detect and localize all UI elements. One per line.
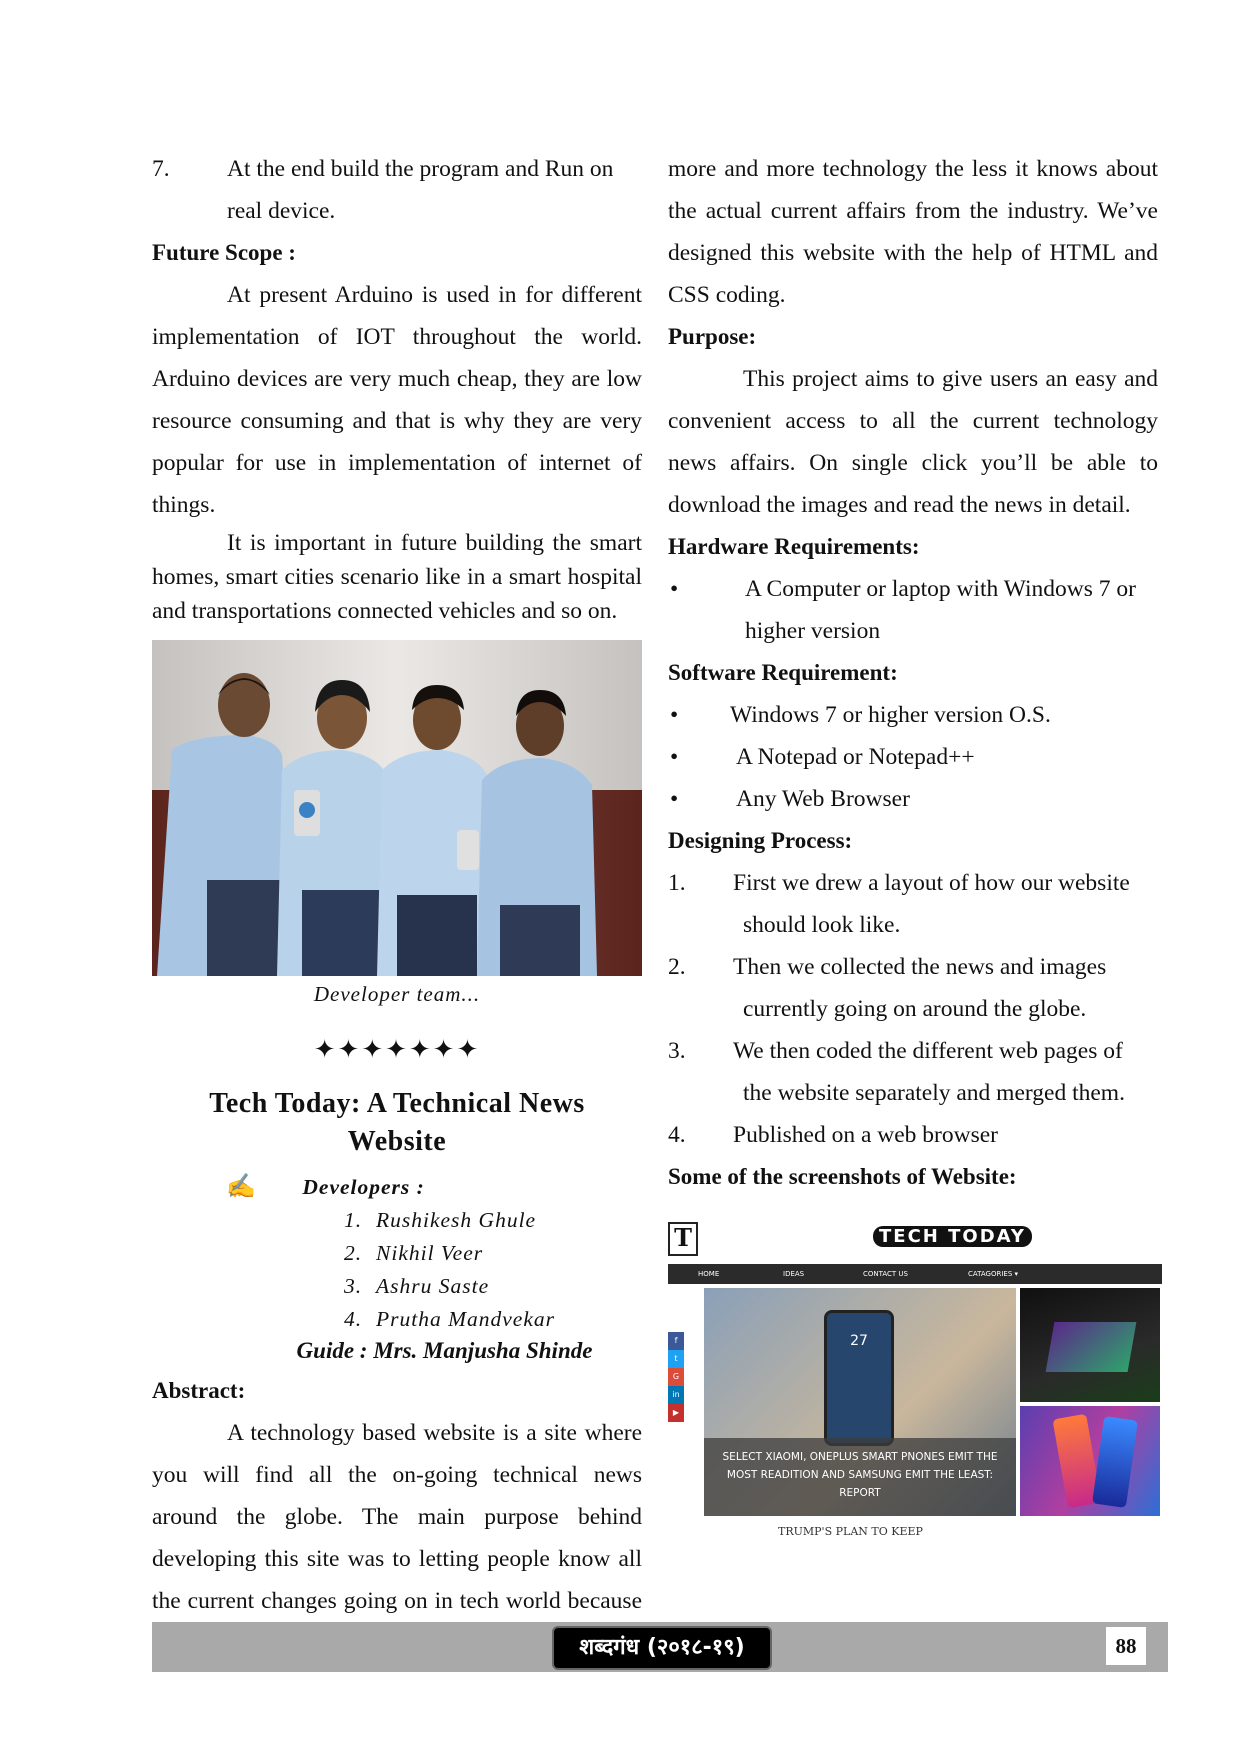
hardware-item-text: A Computer or laptop with Windows 7 or higher version	[745, 576, 1136, 644]
step-number: 3.	[668, 1038, 686, 1064]
software-item-text: Any Web Browser	[736, 786, 910, 812]
phone-image	[824, 1310, 894, 1446]
facebook-icon: f	[668, 1332, 684, 1350]
bottom-headline: TRUMP'S PLAN TO KEEP	[778, 1525, 923, 1538]
google-icon: G	[668, 1368, 684, 1386]
headline-overlay	[704, 1438, 1016, 1516]
designing-heading: Designing Process:	[668, 828, 853, 853]
article-title-line-1: Tech Today: A Technical News	[209, 1088, 585, 1119]
step-line-1: Then we collected the news and images	[733, 954, 1107, 980]
future-scope-paragraph-1: At present Arduino is used in for different implementation of IOT throughout the world. Arduino devices are very much cheap, they are low resource consuming and that is why they are very popular for use in implementation of internet of things.	[152, 282, 642, 518]
software-heading: Software Requirement:	[668, 660, 898, 685]
software-item	[668, 736, 1158, 778]
abstract-paragraph: A technology based website is a site where you will find all the on-going technical news around the globe. The main purpose behind developing this site was to letting people know all the current changes going on in tech world because	[152, 1420, 642, 1614]
linkedin-icon: in	[668, 1386, 684, 1404]
nav-item: CONTACT US	[863, 1270, 908, 1278]
developer-number: 4.	[344, 1307, 363, 1331]
developer-name: Nikhil Veer	[376, 1241, 484, 1265]
step-number: 7.	[152, 156, 170, 182]
abstract-heading: Abstract:	[152, 1378, 246, 1403]
step-line-1: We then coded the different web pages of	[733, 1038, 1123, 1064]
step-line-2: the website separately and merged them.	[743, 1080, 1125, 1106]
developers-label: Developers :	[302, 1175, 425, 1199]
bullet-icon: •	[670, 576, 679, 602]
laptop-news-image	[1020, 1288, 1160, 1402]
step-number: 2.	[668, 954, 686, 980]
phone-time: 27	[850, 1333, 868, 1349]
developer-name: Ashru Saste	[376, 1274, 490, 1298]
screenshots-heading: Some of the screenshots of Website:	[668, 1164, 1017, 1189]
star-separator: ✦✦✦✦✦✦✦	[313, 1035, 481, 1064]
bullet-icon: •	[670, 702, 679, 728]
twitter-icon: t	[668, 1350, 684, 1368]
photo-illustration	[152, 640, 642, 976]
step-7	[152, 148, 642, 232]
developer-name: Rushikesh Ghule	[376, 1208, 537, 1232]
website-screenshot	[668, 1220, 1162, 1545]
software-item	[668, 778, 1158, 820]
writing-hand-icon: ✍	[226, 1174, 257, 1200]
page-number: 88	[1106, 1627, 1146, 1665]
developer-number: 1.	[344, 1208, 363, 1232]
hardware-heading: Hardware Requirements:	[668, 534, 920, 559]
developers-header	[226, 1171, 642, 1204]
software-item-text: Windows 7 or higher version O.S.	[730, 702, 1051, 728]
article-title-line-2: Website	[347, 1126, 447, 1157]
developer-name: Prutha Mandvekar	[376, 1307, 556, 1331]
step-line-2: currently going on around the globe.	[743, 996, 1087, 1022]
design-step	[668, 946, 1158, 1030]
right-column	[668, 148, 1158, 1545]
phones-news-image	[1020, 1406, 1160, 1516]
developer-number: 3.	[344, 1274, 363, 1298]
youtube-icon: ▶	[668, 1404, 684, 1422]
future-scope-heading: Future Scope :	[152, 240, 296, 265]
design-step	[668, 1030, 1158, 1114]
social-bar	[668, 1332, 684, 1422]
nav-item: CATAGORIES ▾	[968, 1270, 1018, 1278]
site-brand: TECH TODAY	[873, 1226, 1032, 1247]
future-scope-paragraph-2: It is important in future building the smart homes, smart cities scenario like in a smart hospital and transportations connected vehicles and so on.	[152, 530, 642, 624]
developers-list	[152, 1171, 642, 1336]
step-text: At the end build the program and Run on real device.	[227, 156, 614, 224]
step-number: 1.	[668, 870, 686, 896]
nav-item: HOME	[698, 1270, 720, 1278]
developer-item	[304, 1204, 642, 1237]
article-title	[152, 1085, 642, 1161]
site-logo: T	[668, 1222, 698, 1256]
software-item-text: A Notepad or Notepad++	[736, 744, 975, 770]
developer-item	[304, 1237, 642, 1270]
step-line-1: Published on a web browser	[733, 1122, 998, 1148]
main-headline: SELECT XIAOMI, ONEPLUS SMART PNONES EMIT THE MOST READITION AND SAMSUNG EMIT THE LEAST: REPORT	[722, 1451, 998, 1499]
nav-item: IDEAS	[783, 1270, 805, 1278]
purpose-paragraph: This project aims to give users an easy and convenient access to all the current technology news affairs. On single click you’ll be able to download the images and read the news in detail.	[668, 366, 1158, 518]
purpose-heading: Purpose:	[668, 324, 757, 349]
guide-line: Guide : Mrs. Manjusha Shinde	[296, 1338, 593, 1363]
main-news-image	[704, 1288, 1016, 1516]
design-step	[668, 862, 1158, 946]
hardware-item	[668, 568, 1158, 652]
design-step	[668, 1114, 1158, 1156]
phones-image-2	[1092, 1416, 1138, 1508]
photo-caption: Developer team...	[313, 982, 481, 1006]
developer-team-photo	[152, 640, 642, 976]
step-line-1: First we drew a layout of how our website	[733, 870, 1130, 896]
site-nav-bar	[668, 1264, 1162, 1284]
left-column	[152, 148, 642, 1664]
laptop-image	[1046, 1322, 1137, 1372]
software-item	[668, 694, 1158, 736]
developer-item	[304, 1303, 642, 1336]
developer-item	[304, 1270, 642, 1303]
developer-number: 2.	[344, 1241, 363, 1265]
magazine-masthead: शब्दगंध (२०१८-१९)	[552, 1626, 772, 1670]
abstract-continuation: more and more technology the less it knows about the actual current affairs from the industry. We’ve designed this website with the help of HTML and CSS coding.	[668, 156, 1158, 308]
step-number: 4.	[668, 1122, 686, 1148]
step-line-2: should look like.	[743, 912, 901, 938]
bullet-icon: •	[670, 744, 679, 770]
page-footer	[152, 1622, 1168, 1672]
bullet-icon: •	[670, 786, 679, 812]
